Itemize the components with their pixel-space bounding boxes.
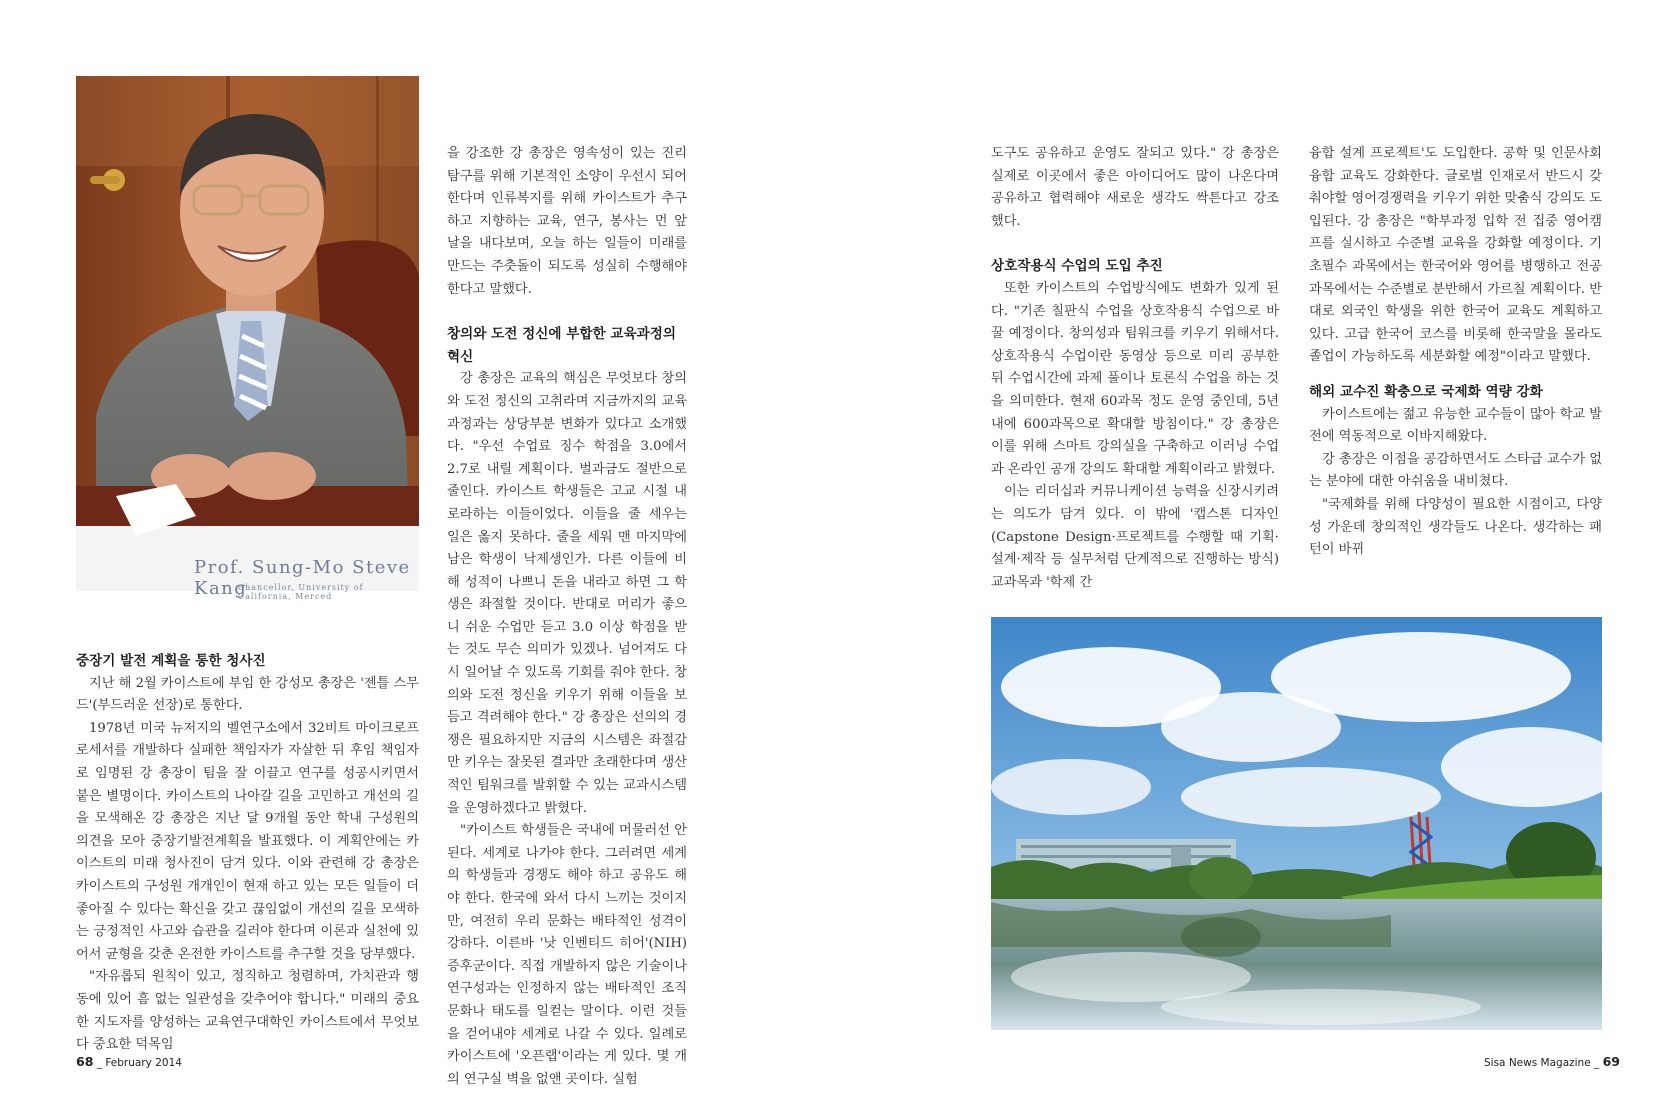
section-heading-curriculum-line2: 혁신 (447, 348, 474, 365)
portrait-photo (76, 76, 419, 601)
campus-photo (991, 617, 1602, 1030)
paragraph: 1978년 미국 뉴저지의 벨연구소에서 32비트 마이크로프로세서를 개발하다 실패한 책임자가 자살한 뒤 후임 책임자로 임명된 강 총장이 팀을 잘 이끌고 연구를 성공시키면서 붙은 별명이다. 카이스트의 나아갈 길을 고민하고 개선의 길을 모색해온 강 총장은 지난 달 9개월 동안 학내 구성원의 의견을 모아 중장기발전계획을 발표했다. 이 계획안에는 카이스트의 미래 청사진이 담겨 있다. 이와 관련해 강 총장은 카이스트의 구성원 개개인이 현재 하고 있는 모든 일들이 더 좋아질 수 있다는 확신을 갖고 끊임없이 개선의 길을 모색하는 긍정적인 사고와 습관을 길러야 한다며 이론과 실천에 있어서 균형을 갖춘 온전한 카이스트를 추구할 것을 당부했다. (76, 720, 419, 962)
paragraph: "카이스트 학생들은 국내에 머물러선 안 된다. 세계로 나가야 한다. 그러려면 세계의 학생들과 경쟁도 해야 하고 공유도 해야 한다. 한국에 와서 다시 느끼는 것이지만, 여전히 우리 문화는 배타적인 성격이 강하다. 이른바 '낫 인벤티드 히어'(NIH) 증후군이다. 직접 개발하지 않은 기술이나 연구성과는 인정하지 않는 배타적인 조직문화나 태도를 일컫는 말이다. 이런 것들을 걷어내야 세계로 나갈 수 있다. 일례로 카이스트에 '오픈랩'이라는 게 있다. 몇 개의 연구실 벽을 없앤 곳이다. 실험 (447, 823, 687, 1087)
paragraph: 카이스트에는 젊고 유능한 교수들이 많아 학교 발전에 역동적으로 이바지해왔다. (1309, 406, 1602, 445)
footer-left (76, 1054, 182, 1069)
paragraph: 융합 설계 프로젝트'도 도입한다. 공학 및 인문사회 융합 교육도 강화한다. 글로벌 인재로서 반드시 갖춰야할 영어경쟁력을 키우기 위한 맞춤식 강의도 도입된다. 강 총장은 "학부과정 입학 전 집중 영어캠프를 실시하고 수준별 교육을 강화할 예정이다. 기초필수 과목에서는 한국어와 영어를 병행하고 전공과목에서는 수준별로 분반해서 가르칠 계획이다. 반대로 외국인 학생을 위한 한국어 교육도 계획하고 있다. 고급 한국어 코스를 비롯해 한국말을 몰라도 졸업이 가능하도록 세분화할 예정"이라고 말했다. (1309, 146, 1602, 365)
article-column-1 (76, 650, 419, 1057)
section-heading-international-faculty: 해외 교수진 확충으로 국제화 역량 강화 (1309, 383, 1543, 400)
section-heading-midterm-plan: 중장기 발전 계획을 통한 청사진 (76, 653, 266, 669)
photo-caption-title: Chancellor, University of California, Merced (238, 583, 364, 601)
article-column-2 (447, 143, 687, 1091)
paragraph: 도구도 공유하고 운영도 잘되고 있다." 강 총장은 실제로 이곳에서 좋은 아이디어도 많이 나온다며 공유하고 협력해야 새로운 생각도 싹튼다고 강조했다. (991, 146, 1279, 229)
page-number-left: 68 (76, 1054, 94, 1069)
section-heading-interactive-class: 상호작용식 수업의 도입 추진 (991, 258, 1163, 275)
paragraph: 강 총장은 이점을 공감하면서도 스타급 교수가 없는 분야에 대한 아쉬움을 내비쳤다. (1309, 451, 1602, 490)
paragraph: 또한 카이스트의 수업방식에도 변화가 있게 된다. "기존 칠판식 수업을 상호작용식 수업으로 바꿀 예정이다. 창의성과 팀워크를 키우기 위해서다. 상호작용식 수업이란 동영상 등으로 미리 공부한 뒤 수업시간에 과제 풀이나 토론식 수업을 하는 것을 의미한다. 현재 60과목 정도 운영 중인데, 5년 내에 600과목으로 확대할 방침이다." 강 총장은 이를 위해 스마트 강의실을 구축하고 이러닝 수업과 온라인 공개 강의도 확대할 계획이라고 밝혔다. (991, 280, 1279, 477)
paragraph: 이는 리더십과 커뮤니케이션 능력을 신장시키려는 의도가 담겨 있다. 이 밖에 '캡스톤 디자인(Capstone Design·프로젝트를 수행할 때 기획·설계·제작 등 실무처럼 단계적으로 진행하는 방식) 교과목과 '학제 간 (991, 484, 1279, 590)
paragraph: 지난 해 2월 카이스트에 부임 한 강성모 총장은 '젠틀 스무드'(부드러운 선장)로 통한다. (76, 675, 420, 714)
section-heading-curriculum-line1: 창의와 도전 정신에 부합한 교육과정의 (447, 326, 677, 343)
page-number-right: 69 (1602, 1054, 1621, 1069)
photo-caption-name: Prof. Sung-Mo Steve Kang (194, 557, 411, 599)
article-column-4 (1309, 143, 1602, 562)
paragraph: 을 강조한 강 총장은 영속성이 있는 진리탐구를 위해 기본적인 소양이 우선시 되어한다며 인류복지를 위해 카이스트가 추구하고 지향하는 교육, 연구, 봉사는 먼 앞 날을 내다보며, 오늘 하는 일들이 미래를 만드는 주춧돌이 되도록 성실히 수행해야 한다고 말했다. (447, 146, 687, 297)
paragraph: "자유롭되 원칙이 있고, 정직하고 청렴하며, 가치관과 행동에 있어 흠 없는 일관성을 갖추어야 합니다." 미래의 중요한 지도자를 양성하는 교육연구대학인 카이스트에서 무엇보다 중요한 덕목임 (76, 969, 419, 1053)
footer-right (1484, 1054, 1620, 1069)
paragraph: 강 총장은 교육의 핵심은 무엇보다 창의와 도전 정신의 고취라며 지금까지의 교육과정과는 상당부분 변화가 있다고 소개했다. "우선 수업료 징수 학점을 3.0에서 2.7로 내릴 계획이다. 벌과금도 절반으로 줄인다. 카이스트 학생들은 고교 시절 내로라하는 이들이었다. 이들을 줄 세우는 일은 옳지 못하다. 줄을 세워 맨 마지막에 남은 학생이 낙제생인가. 다른 이들에 비해 성적이 나쁘니 돈을 내라고 하면 그 학생은 좌절할 것이다. 반대로 머리가 좋으니 쉬운 수업만 듣고 3.0 이상 학점을 받는 것도 무슨 의미가 있겠나. 넘어져도 다시 일어날 수 있도록 기회를 줘야 한다. 창의와 도전 정신을 키우기 위해 이들을 보듬고 격려해야 한다." 강 총장은 선의의 경쟁은 필요하지만 지금의 시스템은 좌절감만 키우는 잘못된 결과만 초래한다며 생산적인 팀워크를 발휘할 수 있는 교과시스템을 운영하겠다고 밝혔다. (447, 371, 687, 816)
footer-magazine-name: Sisa News Magazine _ (1484, 1057, 1600, 1069)
footer-date: _ February 2014 (96, 1057, 182, 1069)
paragraph: "국제화를 위해 다양성이 필요한 시점이고, 다양성 가운데 창의적인 생각들도 나온다. 생각하는 패턴이 바뀌 (1309, 496, 1602, 558)
article-column-3 (991, 143, 1279, 594)
